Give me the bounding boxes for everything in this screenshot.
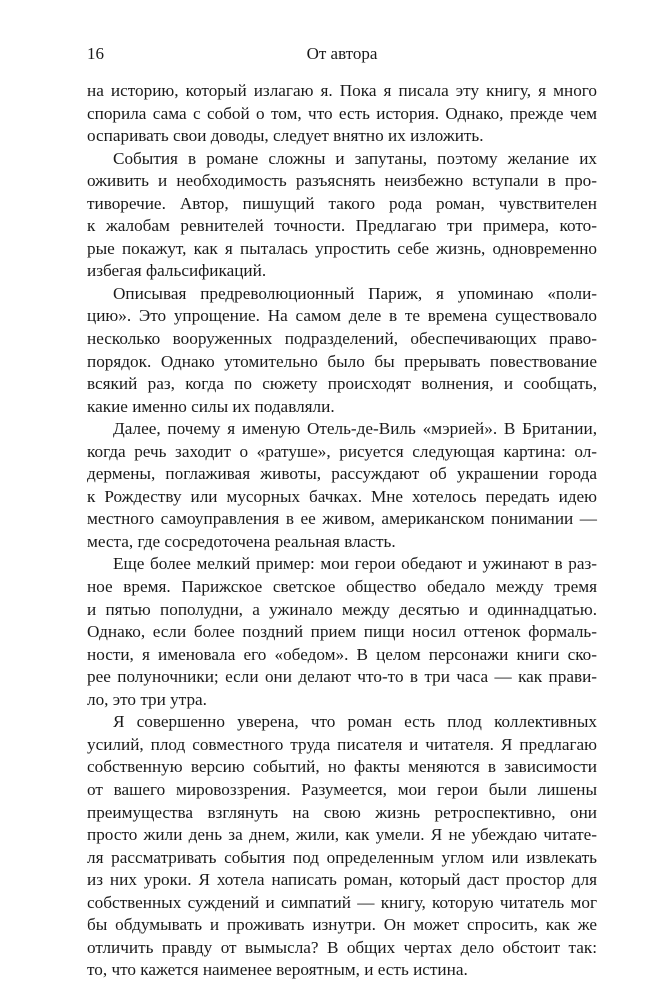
text-line: ности, я именовала его «обедом». В целом персонажи книги ско- xyxy=(87,644,597,664)
text-line: просто жили день за днем, жили, как умели. Я не убеждаю читате- xyxy=(87,825,597,845)
text-line: то, что кажется наименее вероятным, и есть истина. xyxy=(87,960,468,980)
text-line: Я совершенно уверена, что роман есть плод коллективных xyxy=(113,712,597,732)
text-line: бы обдумывать и проживать изнутри. Он может спросить, как же xyxy=(87,915,597,935)
text-line: ло, это три утра. xyxy=(87,689,207,709)
paragraph xyxy=(87,148,597,283)
paragraph xyxy=(87,80,597,148)
running-head: От автора xyxy=(306,44,378,63)
page-number: 16 xyxy=(87,44,104,63)
text-line: оспаривать свои доводы, следует внятно их изложить. xyxy=(87,126,484,146)
text-line: Еще более мелкий пример: мои герои обедают и ужинают в раз- xyxy=(113,554,597,574)
text-line: спорила сама с собой о том, что есть история. Однако, прежде чем xyxy=(87,103,597,123)
text-line: рые покажут, как я пыталась упростить себе жизнь, одновременно xyxy=(87,238,597,258)
text-line: События в романе сложны и запутаны, поэтому желание их xyxy=(113,148,597,168)
text-line: цию». Это упрощение. На самом деле в те времена существовало xyxy=(87,306,597,326)
text-line: преимущества взглянуть на свою жизнь ретроспективно, они xyxy=(87,802,597,822)
text-line: ля рассматривать события под определенным углом или извлекать xyxy=(87,847,597,867)
text-line: и пятью пополудни, а ужинало между десятью и одиннадцатью. xyxy=(87,599,597,619)
paragraph xyxy=(87,711,597,982)
text-line: порядок. Однако утомительно было бы прерывать повествование xyxy=(87,351,597,371)
text-line: места, где сосредоточена реальная власть. xyxy=(87,531,396,551)
text-line: оживить и необходимость разъяснять неизбежно вступали в про- xyxy=(87,171,597,191)
text-line: всякий раз, когда по сюжету происходят волнения, и сообщать, xyxy=(87,374,597,394)
text-line: к Рождеству или мусорных бачках. Мне хотелось передать идею xyxy=(87,486,597,506)
text-line: собственных суждений и симпатий — книгу, которую читатель мог xyxy=(87,892,597,912)
text-line: ное время. Парижское светское общество обедало между тремя xyxy=(87,577,597,597)
paragraph xyxy=(87,283,597,418)
text-line: Далее, почему я именую Отель-де-Виль «мэрией». В Британии, xyxy=(113,419,597,439)
text-line: дермены, поглаживая животы, рассуждают об украшении города xyxy=(87,464,597,484)
text-line: несколько вооруженных подразделений, обеспечивающих право- xyxy=(87,329,597,349)
text-line: рее полуночники; если они делают что-то в три часа — как прави- xyxy=(87,667,597,687)
text-line: избегая фальсификаций. xyxy=(87,261,267,281)
paragraph xyxy=(87,418,597,553)
text-line: отличить правду от вымысла? В общих чертах дело обстоит так: xyxy=(87,937,597,957)
text-line: тиворечие. Автор, пишущий такого рода роман, чувствителен xyxy=(87,193,597,213)
text-line: от вашего мировоззрения. Разумеется, мои герои были лишены xyxy=(87,779,597,799)
text-line: местного самоуправления в ее живом, американском понимании — xyxy=(87,509,597,529)
text-line: какие именно силы их подавляли. xyxy=(87,396,335,416)
text-line: усилий, плод совместного труда писателя и читателя. Я предлагаю xyxy=(87,734,597,754)
text-line: собственную версию событий, но факты меняются в зависимости xyxy=(87,757,597,777)
page-header xyxy=(87,44,597,68)
text-line: из них уроки. Я хотела написать роман, который даст простор для xyxy=(87,870,597,890)
text-line: на историю, который излагаю я. Пока я писала эту книгу, я много xyxy=(87,81,597,100)
text-line: Однако, если более поздний прием пищи носил оттенок формаль- xyxy=(87,622,597,642)
paragraph xyxy=(87,553,597,711)
text-line: когда речь заходит о «ратуше», рисуется следующая картина: ол- xyxy=(87,441,597,461)
text-line: Описывая предреволюционный Париж, я упоминаю «поли- xyxy=(113,283,597,303)
text-line: к жалобам ревнителей точности. Предлагаю три примера, кото- xyxy=(87,216,597,236)
body-text xyxy=(87,80,597,982)
